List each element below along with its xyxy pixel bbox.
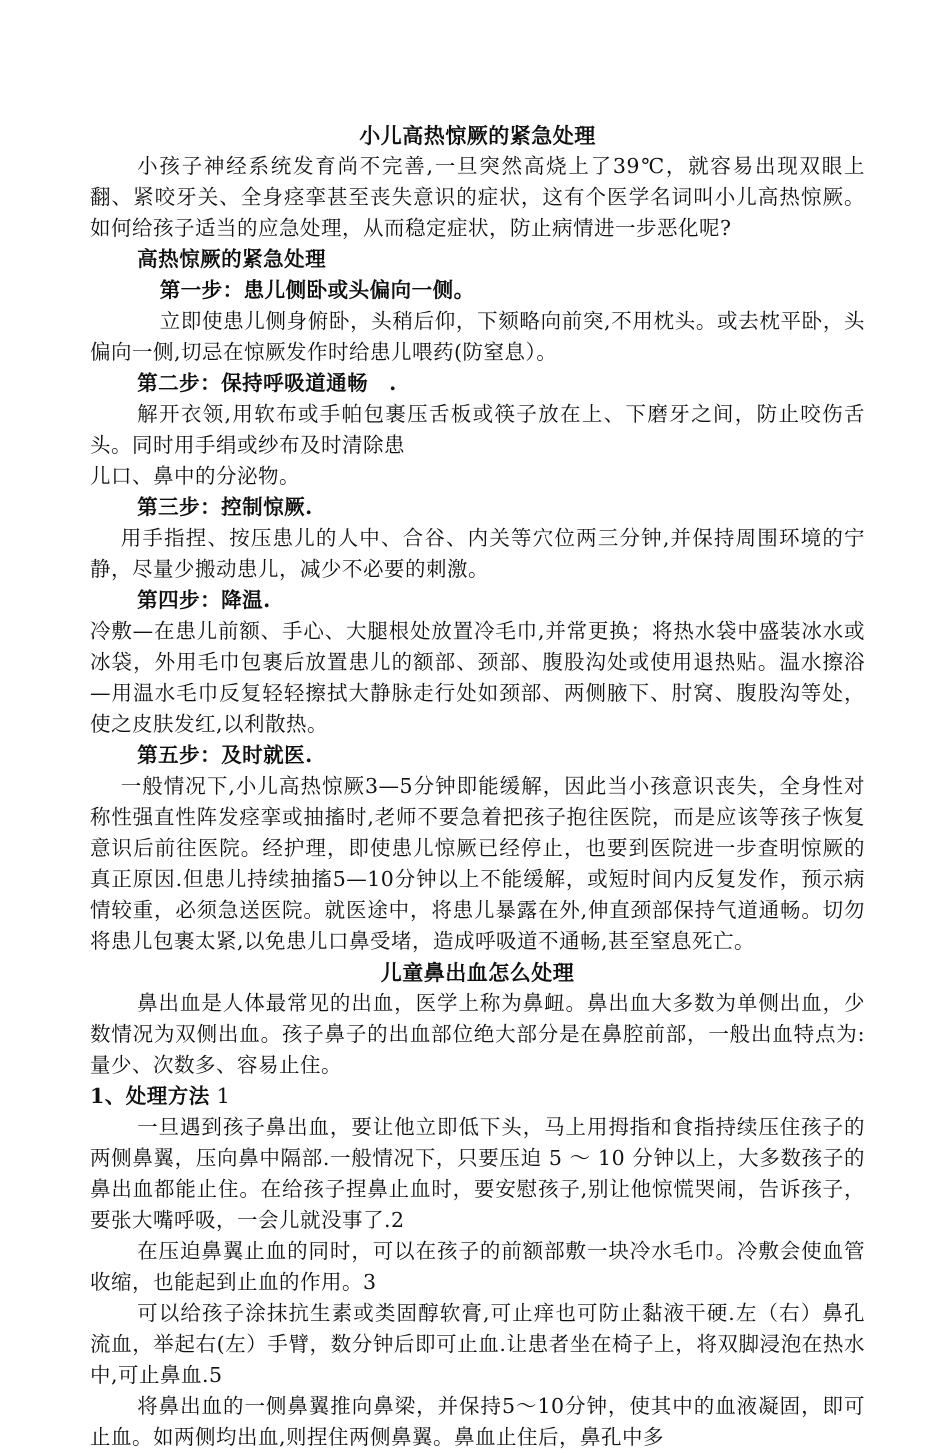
method-number: 1: [209, 1084, 231, 1108]
step2-paragraph-cont: 儿口、鼻中的分泌物。: [90, 464, 300, 488]
intro-paragraph: 小孩子神经系统发育尚不完善,一旦突然高烧上了39℃，就容易出现双眼上翻、紧咬牙关、全身痉挛甚至丧失意识的症状，这有个医学名词叫小儿高热惊厥。如何给孩子适当的应急处理，从而稳定症状，防止病情进一步恶化呢?: [90, 154, 865, 240]
step4-heading: 第四步：降温.: [137, 588, 271, 612]
method4-paragraph: 将鼻出血的一侧鼻翼推向鼻梁，并保持5～10分钟，使其中的血液凝固，即可止血。如两侧均出血,则捏住两侧鼻翼。鼻血止住后，鼻孔中多: [90, 1394, 865, 1449]
step1-heading: 第一步：患儿侧卧或头偏向一侧。: [159, 278, 475, 302]
step4-paragraph: 冷敷—在患儿前额、手心、大腿根处放置冷毛巾,并常更换；将热水袋中盛装冰水或冰袋，外用毛巾包裹后放置患儿的额部、颈部、腹股沟处或使用退热贴。温水擦浴—用温水毛巾反复轻轻擦拭大静脉走行处如颈部、两侧腋下、肘窝、腹股沟等处，使之皮肤发红,以利散热。: [90, 619, 865, 736]
method-heading: [90, 1081, 865, 1112]
nose-intro-paragraph: 鼻出血是人体最常见的出血，医学上称为鼻衄。鼻出血大多数为单侧出血，少数情况为双侧出血。孩子鼻子的出血部位绝大部分是在鼻腔前部，一般出血特点为:量少、次数多、容易止住。: [90, 991, 865, 1077]
step5-paragraph: 一般情况下,小儿高热惊厥3—5分钟即能缓解，因此当小孩意识丧失，全身性对称性强直性阵发痉挛或抽搐时,老师不要急着把孩子抱往医院，而是应该等孩子恢复意识后前往医院。经护理，即使患儿惊厥已经停止，也要到医院进一步查明惊厥的真正原因.但患儿持续抽搐5—10分钟以上不能缓解，或短时间内反复发作，预示病情较重，必须急送医院。就医途中，将患儿暴露在外,伸直颈部保持气道通畅。切勿将患儿包裹太紧,以免患儿口鼻受堵，造成呼吸道不通畅,甚至窒息死亡。: [90, 774, 865, 953]
document-title: 小儿高热惊厥的紧急处理: [359, 123, 596, 148]
step2-heading: 第二步：保持呼吸道通畅 .: [137, 371, 397, 395]
step3-paragraph: 用手指捏、按压患儿的人中、合谷、内关等穴位两三分钟,并保持周围环境的宁静，尽量少搬动患儿，减少不必要的刺激。: [90, 526, 865, 581]
method2-paragraph: 在压迫鼻翼止血的同时，可以在孩子的前额部敷一块冷水毛巾。冷敷会使血管收缩，也能起到止血的作用。3: [90, 1239, 865, 1294]
method-label: 1、处理方法: [90, 1084, 210, 1108]
method3-paragraph: 可以给孩子涂抹抗生素或类固醇软膏,可止痒也可防止黏液干硬.左（右）鼻孔流血，举起右(左）手臂，数分钟后即可止血.让患者坐在椅子上，将双脚浸泡在热水中,可止鼻血.5: [90, 1301, 865, 1387]
section-heading: 高热惊厥的紧急处理: [137, 247, 327, 271]
step3-heading: 第三步：控制惊厥.: [137, 495, 313, 519]
document-body: [90, 120, 865, 1453]
method1-paragraph: 一旦遇到孩子鼻出血，要让他立即低下头，马上用拇指和食指持续压住孩子的两侧鼻翼，压向鼻中隔部.一般情况下，只要压迫 5 ～ 10 分钟以上，大多数孩子的鼻出血都能止住。在给孩子捏鼻止血时，要安慰孩子,别让他惊慌哭闹，告诉孩子，要张大嘴呼吸，一会儿就没事了.2: [90, 1115, 865, 1232]
step1-paragraph: 立即使患儿侧身俯卧，头稍后仰，下颏略向前突,不用枕头。或去枕平卧，头偏向一侧,切忌在惊厥发作时给患儿喂药(防窒息）。: [90, 309, 865, 364]
step5-heading: 第五步：及时就医.: [137, 743, 313, 767]
section2-title: 儿童鼻出血怎么处理: [380, 960, 575, 985]
step2-paragraph: 解开衣领,用软布或手帕包裹压舌板或筷子放在上、下磨牙之间，防止咬伤舌头。同时用手绢或纱布及时清除患: [90, 402, 865, 457]
